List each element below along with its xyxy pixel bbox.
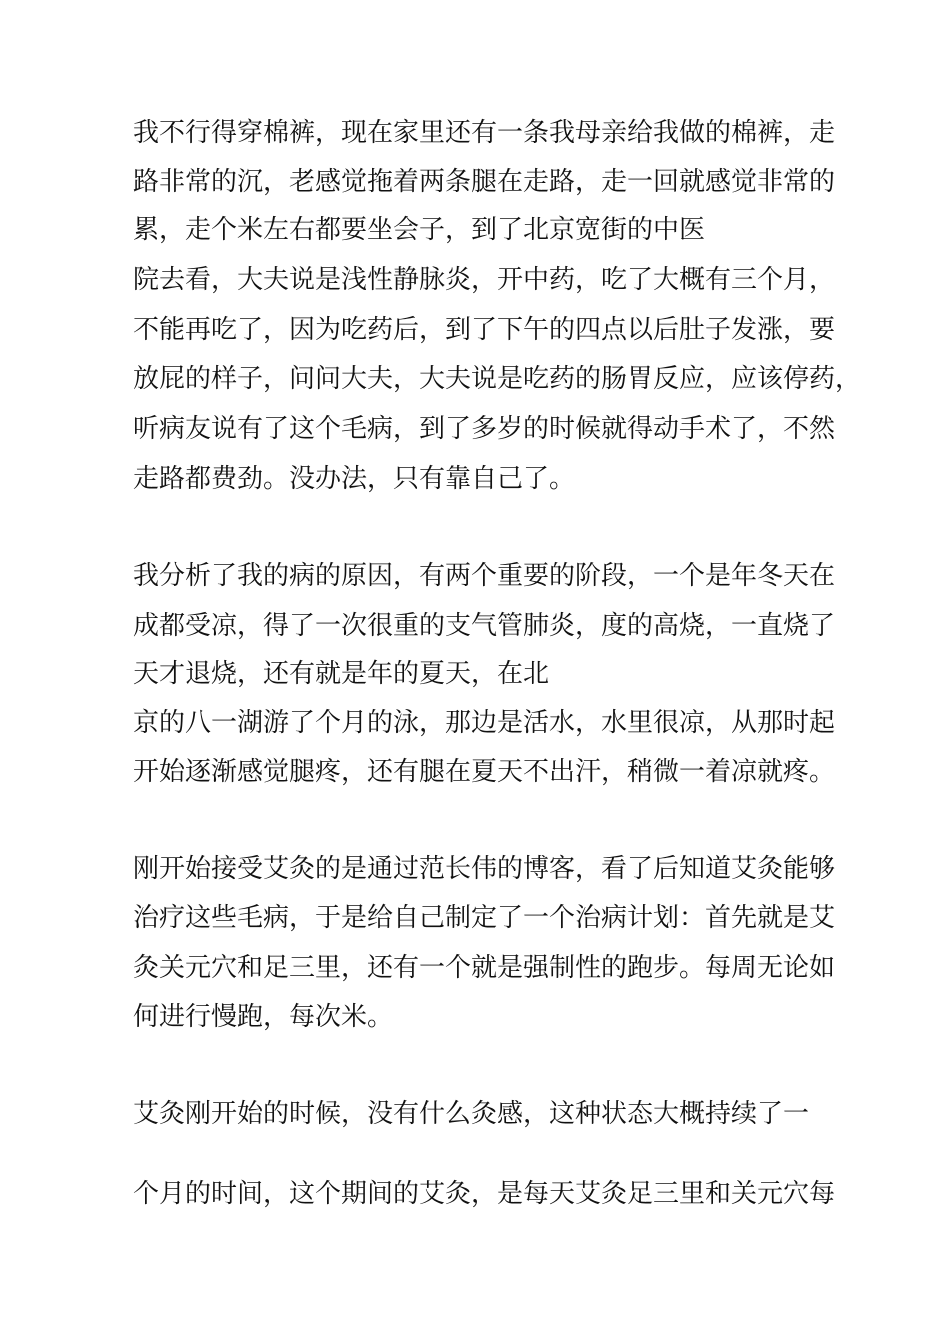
text-line: 灸关元穴和足三里，还有一个就是强制性的跑步。每周无论如 [133,953,836,983]
text-line: 艾灸刚开始的时候，没有什么灸感，这种状态大概持续了一 [133,1099,810,1129]
text-line: 何进行慢跑，每次米。 [133,1002,394,1032]
text-line: 我不行得穿棉裤，现在家里还有一条我母亲给我做的棉裤，走 [133,118,836,148]
text-line: 走路都费劲。没办法，只有靠自己了。 [133,464,576,494]
text-line: 路非常的沉，老感觉拖着两条腿在走路，走一回就感觉非常的 [133,167,836,197]
text-line: 放屁的样子，问问大夫，大夫说是吃药的肠胃反应，应该停药， [133,364,862,394]
text-line: 天才退烧，还有就是年的夏天，在北 [133,659,550,689]
text-line: 院去看，大夫说是浅性静脉炎，开中药，吃了大概有三个月， [133,265,836,295]
text-line: 个月的时间，这个期间的艾灸，是每天艾灸足三里和关元穴每 [133,1179,836,1209]
text-line: 治疗这些毛病，于是给自己制定了一个治病计划：首先就是艾 [133,903,836,933]
text-line: 不能再吃了，因为吃药后，到了下午的四点以后肚子发涨，要 [133,315,836,345]
text-line: 刚开始接受艾灸的是通过范长伟的博客，看了后知道艾灸能够 [133,854,836,884]
text-line: 听病友说有了这个毛病，到了多岁的时候就得动手术了，不然 [133,414,836,444]
text-line: 开始逐渐感觉腿疼，还有腿在夏天不出汗，稍微一着凉就疼。 [133,757,836,787]
text-line: 成都受凉，得了一次很重的支气管肺炎，度的高烧，一直烧了 [133,611,836,641]
text-line: 累，走个米左右都要坐会子，到了北京宽街的中医 [133,215,706,245]
text-line: 我分析了我的病的原因，有两个重要的阶段，一个是年冬天在 [133,561,836,591]
text-line: 京的八一湖游了个月的泳，那边是活水，水里很凉，从那时起 [133,708,836,738]
